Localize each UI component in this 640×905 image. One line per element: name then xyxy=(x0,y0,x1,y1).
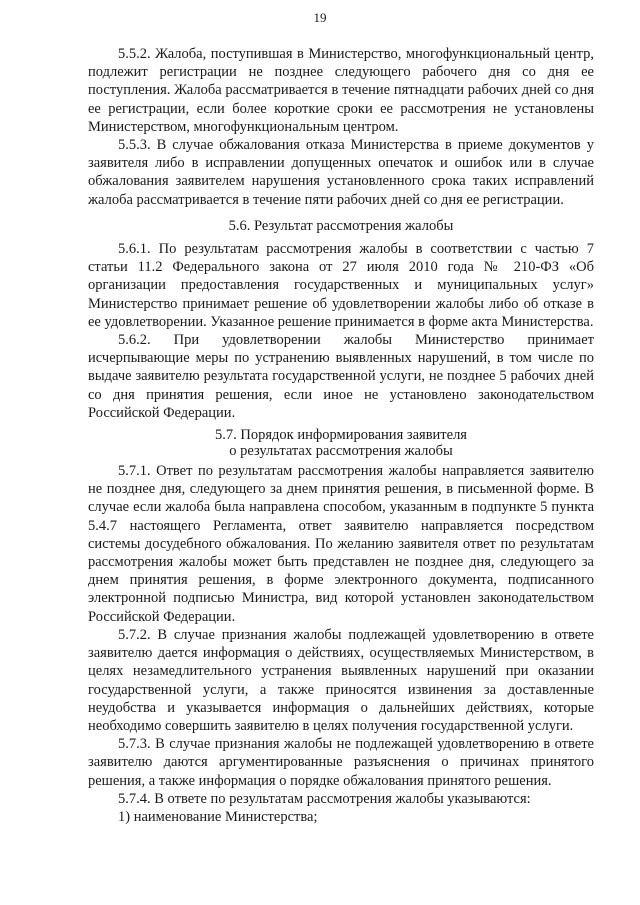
paragraph-5-6-1: 5.6.1. По результатам рассмотрения жалобы в соответствии с частью 7 статьи 11.2 Федерального закона от 27 июля 2010 года № 210-ФЗ «Об организации предоставления государственных и муниципальных услуг» Министерство принимает решение об удовлетворении жалобы либо об отказе в ее удовлетворении. Указанное решение принимается в форме акта Министерства. xyxy=(88,241,594,330)
paragraph-5-5-3: 5.5.3. В случае обжалования отказа Министерства в приеме документов у заявителя либо в исправлении допущенных опечаток и ошибок или в случае обжалования заявителем нарушения установленного срока таких исправлений жалоба рассматривается в течение пяти рабочих дней со дня ее регистрации. xyxy=(88,137,594,208)
section-heading-5-7-line-1: 5.7. Порядок информирования заявителя xyxy=(215,427,467,444)
paragraph-5-7-2: 5.7.2. В случае признания жалобы подлежащей удовлетворению в ответе заявителю дается информация о действиях, осуществляемых Министерством, в целях незамедлительного устранения выявленных нарушений при оказании государственной услуги, а также приносятся извинения за доставленные неудобства и указывается информация о дальнейших действиях, которые необходимо совершить заявителю в целях получения государственной услуги. xyxy=(88,626,594,734)
paragraph-5-7-4: 5.7.4. В ответе по результатам рассмотрения жалобы указываются: xyxy=(118,790,531,807)
page-number: 19 xyxy=(313,10,327,25)
document-body xyxy=(88,45,594,826)
section-heading-5-7-line-2: о результатах рассмотрения жалобы xyxy=(229,442,453,459)
paragraph-5-6-2: 5.6.2. При удовлетворении жалобы Министерство принимает исчерпывающие меры по устранению выявленных нарушений, в том числе по выдаче заявителю результата государственной услуги, не позднее 5 рабочих дней со дня принятия решения, если иное не установлено законодательством Российской Федерации. xyxy=(88,332,594,421)
paragraph-5-7-3: 5.7.3. В случае признания жалобы не подлежащей удовлетворению в ответе заявителю даются аргументированные разъяснения о причинах принятого решения, а также информация о порядке обжалования принятого решения. xyxy=(88,736,594,789)
section-heading-5-6: 5.6. Результат рассмотрения жалобы xyxy=(228,217,454,234)
section-heading-5-7 xyxy=(88,428,594,459)
paragraph-5-5-2: 5.5.2. Жалоба, поступившая в Министерство, многофункциональный центр, подлежит регистрации не позднее следующего рабочего дня со дня ее поступления. Жалоба рассматривается в течение пятнадцати рабочих дней со дня ее регистрации, если более короткие сроки ее рассмотрения не установлены Министерством, многофункциональным центром. xyxy=(88,46,594,135)
paragraph-5-7-1: 5.7.1. Ответ по результатам рассмотрения жалобы направляется заявителю не позднее дня, следующего за днем принятия решения, в письменной форме. В случае если жалоба была направлена способом, указанным в подпункте 5 пункта 5.4.7 настоящего Регламента, ответ заявителю направляется посредством системы досудебного обжалования. По желанию заявителя ответ по результатам рассмотрения жалобы может быть представлен не позднее дня, следующего за днем принятия решения, в форме электронного документа, подписанного электронной подписью Министра, вид которой установлен законодательством Российской Федерации. xyxy=(88,463,594,625)
list-item-1: 1) наименование Министерства; xyxy=(118,808,318,825)
